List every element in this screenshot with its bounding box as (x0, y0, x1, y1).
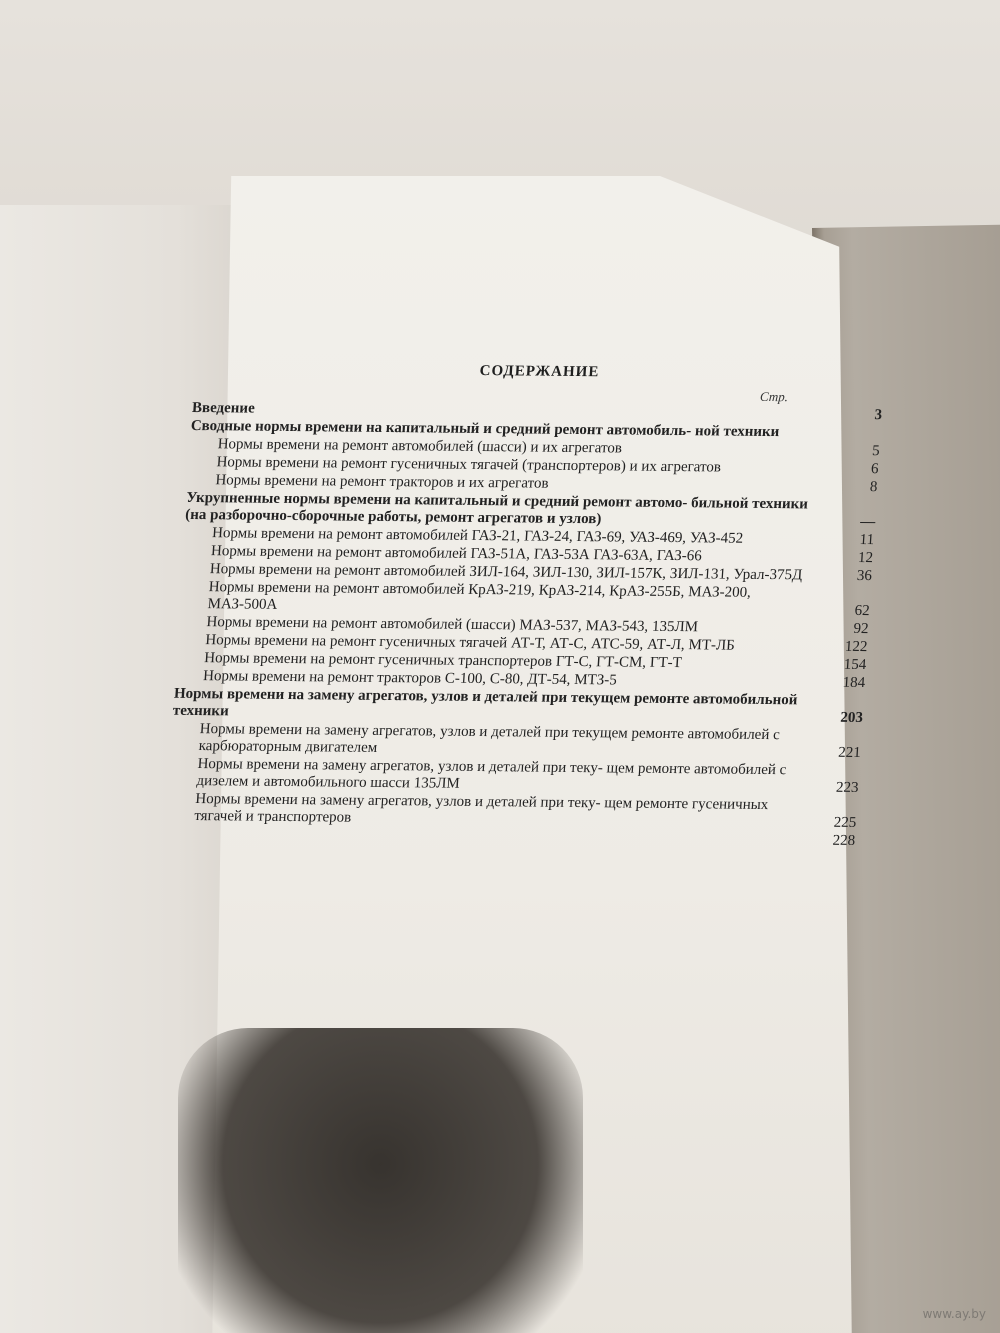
toc-entry-text: Нормы времени на ремонт тракторов и их агрегатов (214, 472, 550, 492)
toc-entry (172, 686, 864, 727)
toc-entry (170, 721, 862, 762)
toc-entry (168, 756, 860, 797)
toc-entry-text: Нормы времени на ремонт гусеничных тягачей (транспортеров) и их агрегатов (216, 454, 722, 476)
toc-entry-page: 36 (856, 567, 873, 585)
toc-entry-page: 11 (859, 531, 875, 549)
toc-entry-text: Нормы времени на ремонт автомобилей ГАЗ-51А, ГАЗ-53А ГАЗ-63А, ГАЗ-66 (210, 543, 703, 565)
toc-entry-text: Нормы времени на замену агрегатов, узлов и деталей при текущем ремонте автомобильной техники (172, 685, 798, 720)
toc-title: СОДЕРЖАНИЕ (479, 362, 600, 381)
toc-entry (179, 579, 871, 620)
toc-entry-page: 228 (832, 832, 856, 849)
toc-entry-page: — (859, 513, 876, 531)
toc-entry-page: 92 (852, 620, 869, 638)
toc-entry-page: 223 (835, 779, 859, 796)
toc-entry-text: Нормы времени на ремонт автомобилей (шасси) МАЗ-537, МАЗ-543, 135ЛМ (206, 614, 699, 636)
toc-entry (185, 490, 877, 531)
toc-entry-page: 122 (844, 638, 868, 656)
toc-entry-page: 184 (842, 674, 866, 692)
toc-entry-text: Нормы времени на ремонт автомобилей (шасси) и их агрегатов (217, 436, 623, 457)
toc-entry-text: Нормы времени на ремонт автомобилей ГАЗ-21, ГАЗ-24, ГАЗ-69, УАЗ-469, УАЗ-452 (211, 525, 744, 547)
toc-entry-text: Нормы времени на ремонт гусеничных транспортеров ГТ-С, ГТ-СМ, ГТ-Т (203, 650, 683, 672)
toc-entry-page: 12 (857, 549, 874, 567)
toc-entry-page: 5 (871, 443, 881, 460)
toc-entry-text: Нормы времени на ремонт автомобилей КрАЗ-219, КрАЗ-214, КрАЗ-255Б, МАЗ-200, МАЗ-500А (207, 579, 752, 613)
toc-entry-page: 6 (870, 461, 880, 478)
toc-entry-page: 3 (873, 407, 883, 424)
watermark: www.ay.by (922, 1307, 986, 1321)
toc-entry-text: Сводные нормы времени на капитальный и средний ремонт автомобиль- ной техники (190, 417, 780, 441)
toc-entry-text: Нормы времени на замену агрегатов, узлов и деталей при текущем ремонте автомобилей с карбюраторным двигателем (198, 721, 781, 756)
table-of-contents (165, 360, 885, 851)
toc-entry-page: 203 (839, 709, 864, 727)
toc-entry-page: 62 (854, 602, 871, 620)
hand-shadow (178, 1028, 583, 1333)
toc-entry-page: 154 (843, 656, 867, 674)
toc-entry-text: Нормы времени на ремонт тракторов С-100, С-80, ДТ-54, МТЗ-5 (202, 668, 618, 689)
page-column-label: Стр. (759, 388, 789, 405)
toc-entry-page: 225 (833, 814, 857, 831)
toc-entry-text: Нормы времени на ремонт автомобилей ЗИЛ-164, ЗИЛ-130, ЗИЛ-157К, ЗИЛ-131, Урал-375Д (209, 561, 803, 584)
toc-entry (166, 791, 858, 832)
toc-entry-page: 221 (837, 744, 862, 761)
toc-entry-text: Укрупненные нормы времени на капитальный и средний ремонт автомо- бильной техники (на разборочно-сборочные работы, ремонт агрегатов и узлов) (184, 489, 809, 528)
toc-entry-text: Нормы времени на замену агрегатов, узлов и деталей при теку- щем ремонте автомобилей с дизелем и автомобильного шасси 135ЛМ (196, 756, 787, 792)
toc-entries (165, 400, 883, 850)
toc-entry-text: Введение (191, 399, 256, 417)
toc-entry-text: Нормы времени на ремонт гусеничных тягачей АТ-Т, АТ-С, АТС-59, АТ-Л, МТ-ЛБ (204, 632, 736, 654)
toc-entry-text: Нормы времени на замену агрегатов, узлов и деталей при теку- щем ремонте гусеничных тягачей и транспортеров (193, 791, 769, 826)
toc-entry-page: 8 (869, 479, 878, 496)
